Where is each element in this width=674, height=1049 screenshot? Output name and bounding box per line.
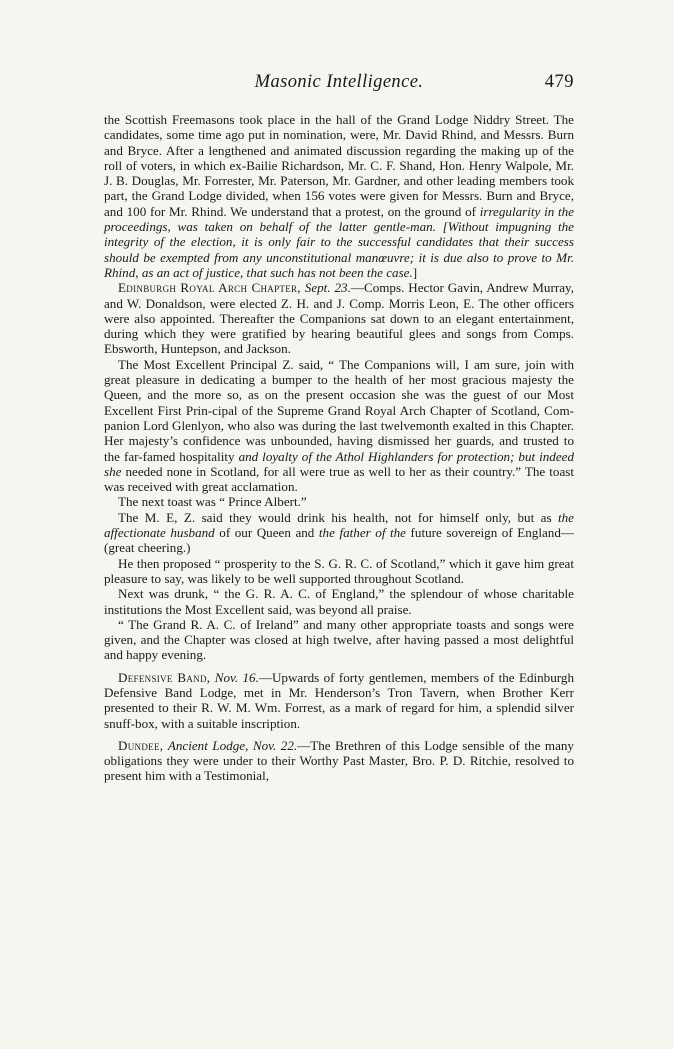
page-header: [104, 72, 574, 102]
paragraph-text: The M. E, Z. said they would drink his health, not for himself only, but as: [118, 509, 558, 525]
italic-irregularity: irregularity in the proceedings, was taken on behalf of the latter gentle-man.: [104, 203, 574, 235]
paragraph-text: The Most Excellent Principal Z. said, “ The Companions will, I am sure, join with great pleasure in dedicating a bumper to the health of her most gracious majesty the Queen, and the more so, as on the present occasion she was the guest of our Most Excellent First Prin-cipal of the Supreme Grand Royal Arch Chapter of Scotland, Com-panion Lord Glenlyon, who also was during the last twelvemonth exalted in this Chapter. Her majesty’s confidence was unbounded, having dismissed her guards, and trusted to the far-famed hospitality: [104, 356, 574, 464]
section-date: Sept. 23.: [304, 280, 351, 296]
italic-athol: and loyalty of the Athol Highlanders for protection; but indeed she: [104, 448, 574, 479]
editorial-note: [Without impugning the integrity of the election, it is only fair to the successful candidates that their success should be exempted from any unconstitutional manœuvre; it is due also to prove to Mr. Rhind, as an act of justice, that such has not been the case.: [104, 219, 574, 280]
paragraph-grand-lodge-election: [104, 112, 574, 280]
paragraph-defensive-band: [104, 670, 574, 731]
section-heading: Dundee,: [118, 737, 164, 753]
paragraph-queen-toast: [104, 357, 574, 495]
paragraph-text: —Upwards of forty gentlemen, members of the Edinburgh Defensive Band Lodge, met in Mr. Henderson’s Tron Tavern, when Brother Kerr presented to their R. W. M. Wm. Forrest, as a mark of regard for him, a splendid silver snuff-box, with a suitable inscription.: [104, 669, 574, 731]
page-number: 479: [544, 72, 574, 92]
italic-father: the father of the: [318, 525, 406, 541]
paragraph-prince-albert: The next toast was “ Prince Albert.”: [118, 494, 307, 510]
editorial-note-close: ]: [412, 264, 418, 280]
paragraph-text: future sovereign of England—(great cheering.): [104, 525, 574, 556]
paragraph-text: —Comps. Hector Gavin, Andrew Murray, and W. Donaldson, were elected Z. H. and J. Comp. Morris Leon, E. The other officers were also appointed. Thereafter the Companions sat down to an elegant entertainment, during which they were gratified by hearing beautiful glees and songs from Comps. Ebsworth, Huntерson, and Jackson.: [104, 280, 574, 357]
section-heading: Edinburgh Royal Arch Chapter,: [118, 280, 301, 296]
paragraph-text: of our Queen and: [214, 525, 319, 541]
paragraph-dundee: [104, 738, 574, 784]
italic-husband: the affectionate husband: [104, 509, 574, 541]
paragraph-edinburgh-royal-arch: [104, 280, 574, 356]
paragraph-text: the Scottish Freemasons took place in the hall of the Grand Lodge Niddry Street. The candidates, some time ago put in nomination, were, Mr. David Rhind, and Messrs. Burn and Bryce. After a lengthened and animated discussion regarding the making up of the roll of voters, in which ex-Bailie Richardson, Mr. C. F. Shand, Hon. Henry Walpole, Mr. J. B. Douglas, Mr. Forrester, Mr. Paterson, Mr. Gardner, and other leading members took part, the Grand Lodge divided, when 156 votes were given for Messrs. Burn and Bryce, and 100 for Mr. Rhind. We understand that a protest, on the ground of: [104, 112, 574, 219]
section-date: Nov. 16.: [214, 669, 259, 685]
paragraph-text: —The Brethren of this Lodge sensible of the many obligations they were under to their Worthy Past Master, Bro. P. D. Ritchie, resolved to present him with a Testimonial,: [104, 737, 574, 784]
paragraph-text: needed none in Scotland, for all were true as well to her as their country.” The toast was received with great acclamation.: [104, 463, 574, 495]
section-heading: Defensive Band,: [118, 669, 211, 685]
section-subheading: Ancient Lodge, Nov. 22.: [167, 737, 298, 753]
running-title: Masonic Intelligence.: [254, 72, 424, 92]
paragraph-ireland-toast: “ The Grand R. A. C. of Ireland” and many other appropriate toasts and songs were given, and the Chapter was closed at high twelve, after having passed a most delightful and happy evening.: [104, 616, 574, 663]
article-body: [104, 112, 574, 784]
paragraph-scotland-toast: He then proposed “ prosperity to the S. G. R. C. of Scotland,” which it gave him great pleasure to say, was likely to be well supported throughout Scotland.: [104, 555, 574, 586]
paragraph-england-toast: Next was drunk, “ the G. R. A. C. of England,” the splendour of whose charitable institutions the Most Excellent said, was beyond all praise.: [104, 586, 574, 617]
paragraph-husband-toast: [104, 510, 574, 556]
